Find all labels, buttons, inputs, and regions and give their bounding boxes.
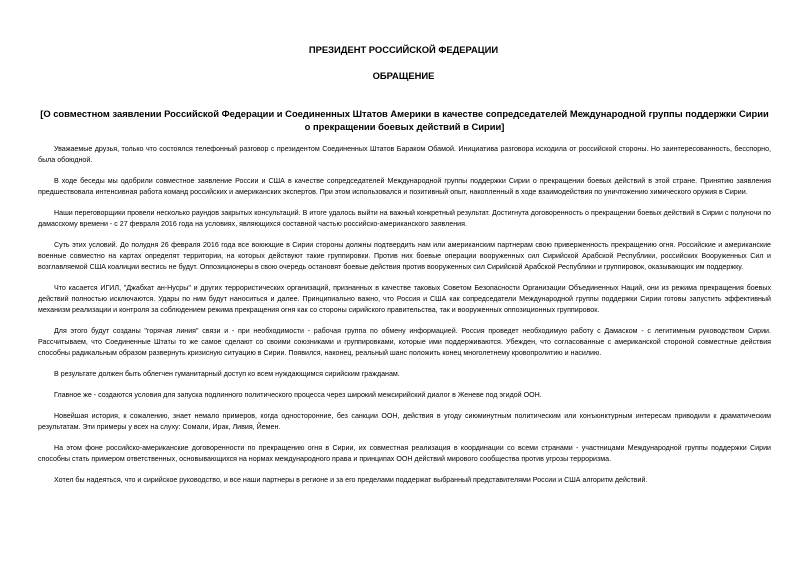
body-paragraph: Хотел бы надеяться, что и сирийское руководство, и все наши партнеры в регионе и за его пределами поддержат выбранный представителями России и США алгоритм действий. <box>54 476 648 484</box>
document-type-heading: ОБРАЩЕНИЕ <box>372 70 435 81</box>
body-paragraph: Что касается ИГИЛ, "Джабхат ан-Нусры" и других террористических организаций, признанных в качестве таковых Советом Безопасности Организации Объединенных Наций, они из режима прекращения боевых действий полностью исключаются. Удары по ним будут наноситься и далее. Принципиально важно, что Россия и США как сопредседатели Международной группы поддержки Сирии готовы запустить эффективный механизм реализации и контроля за соблюдением режима прекращения огня как со стороны сирийского правительства, так и вооруженных оппозиционных группировок. <box>38 284 771 314</box>
body-paragraph: Уважаемые друзья, только что состоялся телефонный разговор с президентом Соединенных Штатов Бараком Обамой. Инициатива разговора исходила от российской стороны. Но заинтересованность, бесспорно, была обоюдной. <box>38 145 771 164</box>
body-paragraph: Для этого будут созданы "горячая линия" связи и - при необходимости - рабочая группа по обмену информацией. Россия проведет необходимую работу с Дамаском - с легитимным руководством Сирии. Рассчитываем, что Соединенные Штаты то же самое сделают со своими союзниками и группировками, которые ими поддерживаются. Убежден, что согласованные с американской стороной совместные действия способны радикальным образом развернуть кризисную ситуацию в Сирии. Появился, наконец, реальный шанс положить конец многолетнему кровопролитию и насилию. <box>38 327 771 357</box>
body-paragraph: Главное же - создаются условия для запуска подлинного политического процесса через широкий межсирийский диалог в Женеве под эгидой ООН. <box>54 391 542 399</box>
body-paragraph: В результате должен быть облегчен гуманитарный доступ ко всем нуждающимся сирийским гражданам. <box>54 370 400 378</box>
document-author-title: ПРЕЗИДЕНТ РОССИЙСКОЙ ФЕДЕРАЦИИ <box>308 44 499 55</box>
body-paragraph: В ходе беседы мы одобрили совместное заявление России и США в качестве сопредседателей Международной группы поддержки Сирии о прекращении боевых действий в этой стране. Принятию заявления предшествовала интенсивная работа команд российских и американских экспертов. При этом использовался и позитивный опыт, накопленный в ходе взаимодействия по уничтожению химического оружия в Сирии. <box>38 177 771 196</box>
body-paragraph: На этом фоне российско-американские договоренности по прекращению огня в Сирии, их совместная реализация в координации со всеми странами - участницами Международной группы поддержки Сирии способны стать примером ответственных, основывающихся на нормах международного права и принципах ООН действий мирового сообщества против угрозы терроризма. <box>38 444 771 463</box>
body-paragraph: Наши переговорщики провели несколько раундов закрытых консультаций. В итоге удалось выйти на важный конкретный результат. Достигнута договоренность о прекращении боевых действий в Сирии с полуночи по дамасскому времени - с 27 февраля 2016 года на условиях, являющихся составной частью российско-американского заявления. <box>38 209 771 228</box>
body-paragraph: Суть этих условий. До полудня 26 февраля 2016 года все воюющие в Сирии стороны должны подтвердить нам или американским партнерам свою приверженность прекращению огня. Российские и американские военные совместно на картах определят территории, на которых действуют такие группировки. Против них боевые операции вооруженных сил Сирийской Арабской Республики, российских Вооруженных Сил и возглавляемой США коалиции вестись не будут. Оппозиционеры в свою очередь остановят боевые действия против вооруженных сил Сирийской Арабской Республики и группировок, оказывающих им поддержку. <box>38 241 771 271</box>
body-paragraph: Новейшая история, к сожалению, знает немало примеров, когда односторонние, без санкции ООН, действия в угоду сиюминутным политическим или конъюнктурным интересам приводили к драматическим результатам. Эти примеры у всех на слуху: Сомали, Ирак, Ливия, Йемен. <box>38 412 771 431</box>
document-body <box>38 144 771 496</box>
document-subject: [О совместном заявлении Российской Федерации и Соединенных Штатов Америки в качестве сопредседателей Международной группы поддержки Сирии о прекращении боевых действий в Сирии] <box>40 108 769 132</box>
